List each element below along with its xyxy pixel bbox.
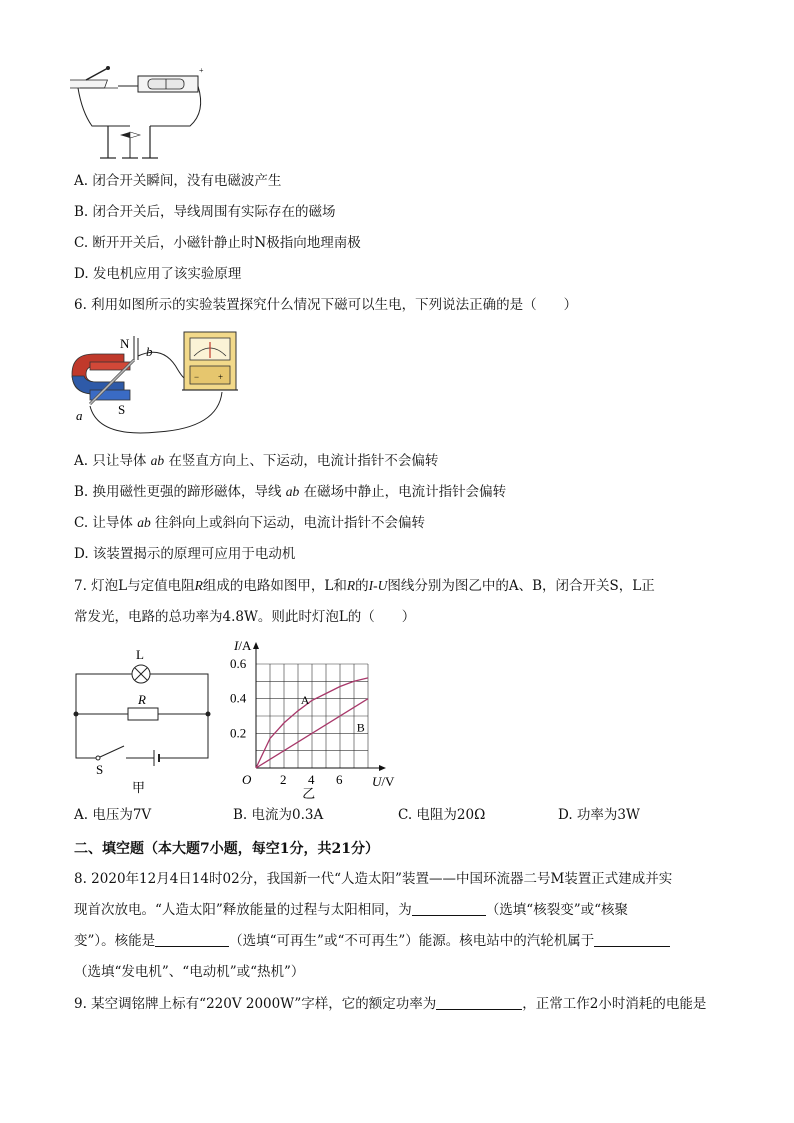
q8-line3: 变”）。核能是 （选填“可再生”或“不可再生”）能源。核电站中的汽轮机属于	[74, 932, 670, 950]
q9-line1: 9. 某空调铭牌上标有“220V 2000W”字样，它的额定功率为 ，正常工作2小时消耗的电能是	[74, 996, 707, 1012]
q7-stem-line2: 常发光，电路的总功率为4.8W。则此时灯泡L的（ ）	[74, 609, 416, 625]
q8-blank-2[interactable]	[155, 932, 229, 947]
x-tick-label: 4	[308, 772, 315, 787]
q8-blank-1[interactable]	[412, 901, 486, 916]
q6-option-c: C. 让导体 ab 往斜向上或斜向下运动，电流计指针不会偏转	[74, 515, 426, 531]
y-tick-label: 0.4	[230, 690, 247, 706]
q6-option-b: B. 换用磁性更强的蹄形磁体，导线 ab 在磁场中静止，电流计指针会偏转	[74, 484, 507, 500]
x-tick-label: 6	[336, 772, 343, 787]
series-label-b: B	[356, 720, 365, 735]
q6-option-a: A. 只让导体 ab 在竖直方向上、下运动，电流计指针不会偏转	[74, 453, 439, 469]
x-tick-label: 2	[280, 772, 287, 787]
q8-line1: 8. 2020年12月4日14时02分，我国新一代“人造太阳”装置——中国环流器二号M装置正式建成并实	[74, 871, 673, 887]
q5-option-b: B. 闭合开关后，导线周围有实际存在的磁场	[74, 204, 336, 220]
conductor-end-b: b	[146, 344, 153, 359]
q7-option-b: B. 电流为0.3A	[233, 807, 324, 823]
q9-blank-1[interactable]	[436, 995, 522, 1010]
origin-label: O	[242, 772, 252, 787]
switch-label: S	[96, 762, 104, 777]
iu-graph-yi	[228, 634, 408, 800]
svg-text:−: −	[194, 372, 200, 382]
y-axis-arrow	[253, 642, 259, 649]
q8-line2: 现首次放电。“人造太阳”释放能量的过程与太阳相同，为 （选填“核裂变”或“核聚	[74, 902, 629, 918]
induction-apparatus-figure	[68, 326, 244, 438]
q5-option-a: A. 闭合开关瞬间，没有电磁波产生	[74, 173, 282, 189]
magnet-south-label: S	[118, 402, 126, 417]
y-tick-label: 0.6	[230, 656, 247, 671]
q7-option-d: D. 功率为3W	[558, 807, 640, 823]
series-label-a: A	[300, 692, 310, 707]
y-tick-label: 0.2	[230, 725, 247, 741]
lamp-label: L	[136, 647, 144, 662]
y-axis-label: I/A	[234, 638, 252, 653]
q6-stem: 6. 利用如图所示的实验装置探究什么情况下磁可以生电，下列说法正确的是（ ）	[74, 297, 578, 313]
oersted-apparatus-figure	[70, 62, 210, 164]
resistor-label: R	[138, 692, 146, 707]
q5-option-d: D. 发电机应用了该实验原理	[74, 266, 242, 282]
x-axis-label: U/V	[372, 774, 395, 789]
q8-line4: （选填“发电机”、“电动机”或“热机”）	[74, 964, 305, 980]
q7-stem-line1: 7. 灯泡L与定值电阻R组成的电路如图甲，L和R的I-U图线分别为图乙中的A、B，闭合开关S，L正	[74, 578, 655, 594]
resistor-symbol	[128, 708, 158, 720]
conductor-end-a: a	[76, 408, 83, 423]
q7-option-a: A. 电压为7V	[74, 807, 152, 823]
q8-blank-3[interactable]	[594, 932, 670, 947]
section-heading: 二、填空题（本大题7小题，每空1分，共21分）	[74, 841, 379, 857]
chart-caption: 乙	[302, 786, 316, 800]
circuit-diagram-jia	[70, 646, 220, 796]
svg-text:+: +	[218, 372, 224, 382]
q6-option-d: D. 该装置揭示的原理可应用于电动机	[74, 546, 296, 562]
circuit-caption: 甲	[132, 780, 146, 795]
q5-option-c: C. 断开开关后，小磁针静止时N极指向地理南极	[74, 235, 361, 251]
magnet-north-label: N	[120, 336, 130, 351]
svg-text:+: +	[199, 66, 204, 75]
q7-option-c: C. 电阻为20Ω	[398, 807, 486, 823]
switch-symbol	[100, 746, 124, 757]
x-axis-arrow	[379, 765, 386, 771]
